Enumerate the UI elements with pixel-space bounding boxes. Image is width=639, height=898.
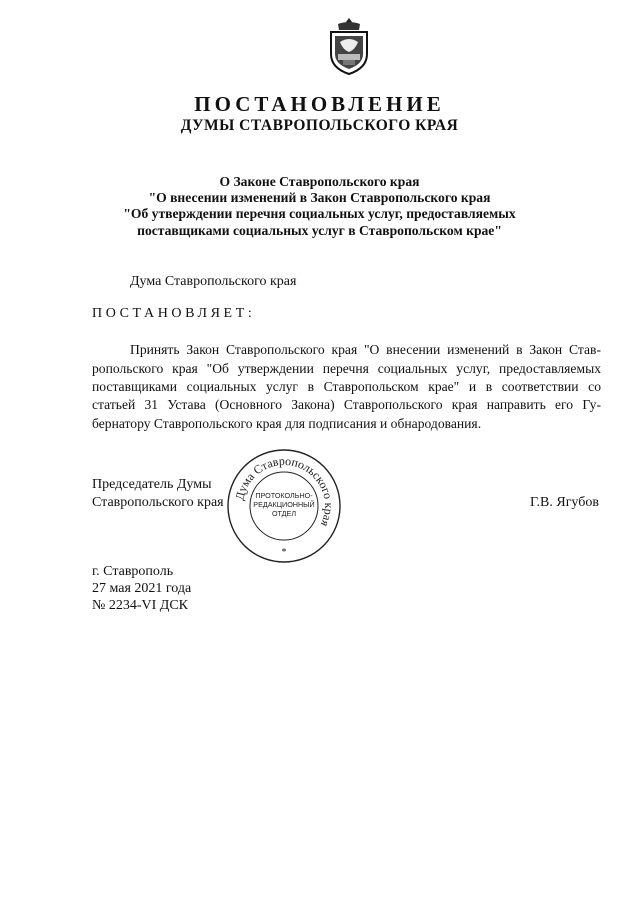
paragraph-line: ропольского края "Об утверждении перечня социальных услуг, предоставляемых [92, 361, 601, 376]
document-issuer-heading: ДУМЫ СТАВРОПОЛЬСКОГО КРАЯ [180, 117, 459, 134]
document-number: № 2234-VI ДСК [92, 598, 189, 613]
place-of-adoption: г. Ставрополь [92, 564, 174, 579]
resolves-heading: ПОСТАНОВЛЯЕТ: [92, 306, 256, 321]
stamp-star: * [281, 547, 287, 558]
document-type-heading: ПОСТАНОВЛЕНИЕ [194, 92, 445, 116]
subject-line: О Законе Ставропольского края [219, 174, 420, 189]
official-stamp [224, 446, 344, 566]
stamp-ring-text: Дума Ставропольского края [232, 453, 337, 529]
coat-of-arms-icon [326, 16, 372, 76]
subject-line: поставщиками социальных услуг в Ставропольском крае" [137, 223, 502, 238]
issuing-body-name: Дума Ставропольского края [130, 274, 297, 289]
paragraph-line: Принять Закон Ставропольского края "О внесении изменений в Закон Став- [130, 342, 601, 357]
subject-line: "О внесении изменений в Закон Ставропольского края [148, 190, 491, 205]
paragraph-line: поставщиками социальных услуг в Ставропольском крае" и в соответствии со [92, 379, 601, 394]
stamp-center-line: РЕДАКЦИОННЫЙ [253, 500, 315, 509]
adoption-date: 27 мая 2021 года [92, 581, 192, 596]
signatory-name: Г.В. Ягубов [530, 495, 599, 510]
paragraph-line: бернатору Ставропольского края для подписания и обнародования. [92, 416, 482, 431]
paragraph-line: статьей 31 Устава (Основного Закона) Ставропольского края направить его Гу- [92, 397, 601, 412]
stamp-center-line: ОТДЕЛ [271, 509, 297, 518]
signatory-title: Ставропольского края [92, 495, 224, 510]
signatory-title: Председатель Думы [92, 477, 212, 492]
subject-line: "Об утверждении перечня социальных услуг, предоставляемых [123, 206, 516, 221]
stamp-center-line: ПРОТОКОЛЬНО- [255, 491, 313, 500]
